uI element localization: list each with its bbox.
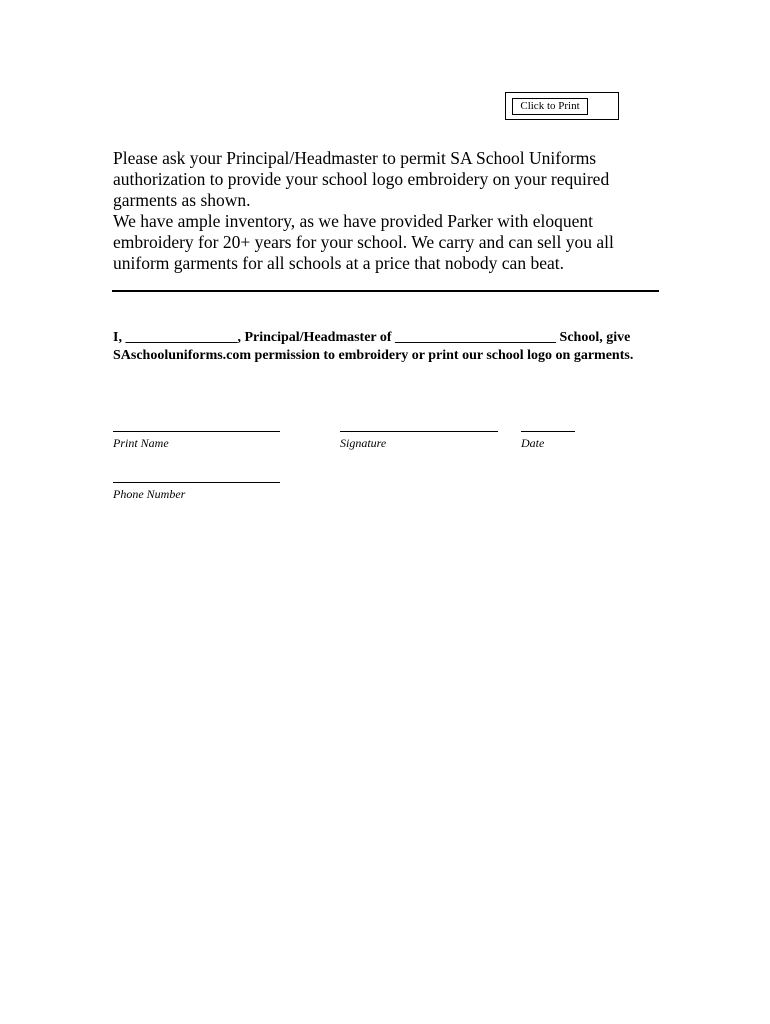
print-name-line[interactable] [113,431,280,432]
print-name-label: Print Name [113,436,169,450]
date-label: Date [521,436,545,450]
print-name-field[interactable] [113,431,280,450]
phone-number-field[interactable] [113,482,280,501]
date-field[interactable] [521,431,575,450]
click-to-print-button[interactable]: Click to Print [512,98,588,115]
signature-field[interactable] [340,431,498,450]
signature-line[interactable] [340,431,498,432]
phone-number-label: Phone Number [113,487,186,501]
intro-text [113,148,673,274]
date-line[interactable] [521,431,575,432]
intro-paragraph-1: Please ask your Principal/Headmaster to permit SA School Uniforms authorization to provide your school logo embroidery on your required garments as shown. [113,148,610,210]
print-button-frame [505,92,619,120]
signature-label: Signature [340,436,387,450]
intro-paragraph-2: We have ample inventory, as we have provided Parker with eloquent embroidery for 20+ years for your school. We carry and can sell you all uniform garments for all schools at a price that nobody can beat. [113,211,614,273]
section-divider [112,290,659,292]
phone-number-line[interactable] [113,482,280,483]
permission-statement: I, ________________, Principal/Headmaster of _______________________ School, give SAschooluniforms.com permission to embroidery or print our school logo on garments. [113,330,634,363]
